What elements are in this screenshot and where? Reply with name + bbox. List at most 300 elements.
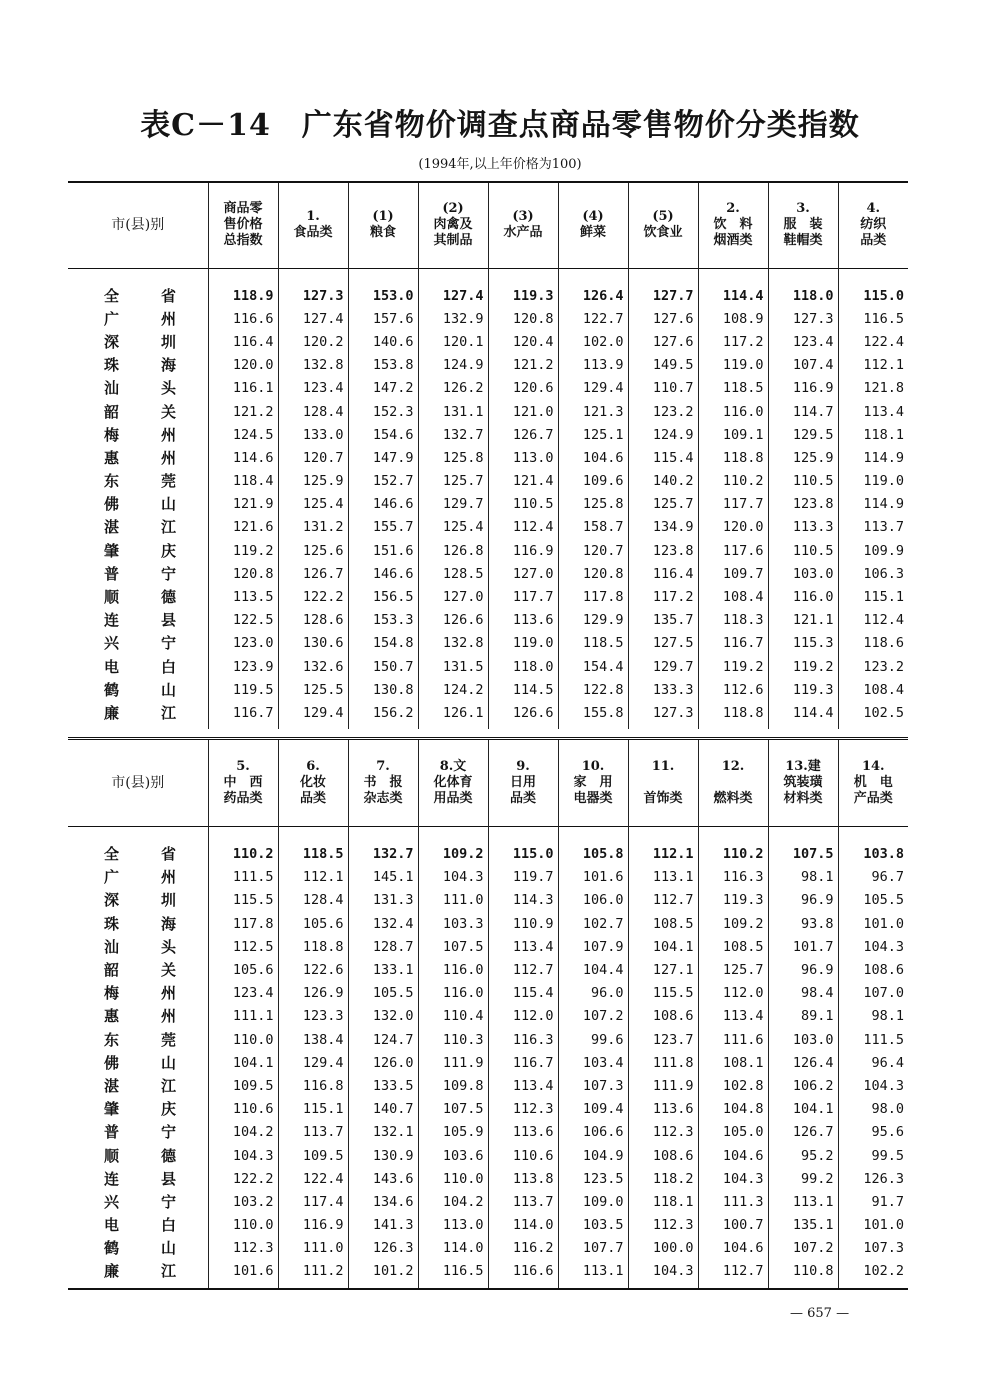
table-row	[68, 516, 908, 539]
column-header	[208, 182, 278, 268]
value-cell: 129.4	[278, 702, 348, 729]
region-column-header: 市(县)别	[111, 775, 165, 791]
value-cell: 123.9	[208, 656, 278, 679]
region-cell	[68, 866, 208, 889]
value-cell: 129.4	[278, 1052, 348, 1075]
region-cell	[68, 1260, 208, 1288]
price-index-table-1	[68, 181, 908, 729]
column-header-line: 14.	[861, 759, 885, 774]
region-char: 省	[160, 845, 176, 864]
value-cell: 107.0	[838, 982, 908, 1005]
region-char: 莞	[160, 1030, 176, 1049]
value-cell: 145.1	[348, 866, 418, 889]
value-cell: 115.5	[628, 982, 698, 1005]
value-cell: 118.6	[838, 632, 908, 655]
value-cell: 125.7	[628, 493, 698, 516]
value-cell: 127.6	[628, 331, 698, 354]
value-cell: 111.0	[278, 1237, 348, 1260]
value-cell: 111.9	[418, 1052, 488, 1075]
value-cell: 111.1	[208, 1005, 278, 1028]
column-header-line: 机 电	[853, 775, 893, 790]
value-cell: 129.5	[768, 424, 838, 447]
table-row	[68, 1098, 908, 1121]
value-cell: 123.5	[558, 1168, 628, 1191]
value-cell: 128.7	[348, 936, 418, 959]
value-cell: 119.3	[488, 268, 558, 308]
value-cell: 109.6	[558, 470, 628, 493]
region-char: 庆	[160, 1100, 176, 1119]
value-cell: 113.6	[488, 1121, 558, 1144]
value-cell: 104.3	[208, 1144, 278, 1167]
value-cell: 154.4	[558, 656, 628, 679]
value-cell: 134.6	[348, 1191, 418, 1214]
value-cell: 118.5	[558, 632, 628, 655]
region-char: 关	[160, 402, 176, 421]
table-row	[68, 586, 908, 609]
region-cell	[68, 354, 208, 377]
value-cell: 118.8	[698, 702, 768, 729]
value-cell: 155.7	[348, 516, 418, 539]
value-cell: 116.6	[208, 308, 278, 331]
value-cell: 125.4	[278, 493, 348, 516]
table-row	[68, 1121, 908, 1144]
value-cell: 116.4	[208, 331, 278, 354]
value-cell: 124.2	[418, 679, 488, 702]
table-row	[68, 656, 908, 679]
value-cell: 153.8	[348, 354, 418, 377]
value-cell: 123.8	[628, 540, 698, 563]
value-cell: 113.7	[838, 516, 908, 539]
value-cell: 112.0	[488, 1005, 558, 1028]
table-row	[68, 936, 908, 959]
value-cell: 128.6	[278, 609, 348, 632]
column-header	[838, 739, 908, 827]
value-cell: 111.2	[278, 1260, 348, 1288]
table-body	[68, 827, 908, 1289]
value-cell: 117.6	[698, 540, 768, 563]
value-cell: 125.9	[278, 470, 348, 493]
region-char: 州	[160, 1007, 176, 1026]
table-row	[68, 400, 908, 423]
value-cell: 112.7	[488, 959, 558, 982]
value-cell: 120.8	[558, 563, 628, 586]
column-header-line: 12.	[721, 759, 745, 774]
value-cell: 121.9	[208, 493, 278, 516]
table-row	[68, 470, 908, 493]
value-cell: 106.6	[558, 1121, 628, 1144]
value-cell: 140.6	[348, 331, 418, 354]
value-cell: 123.0	[208, 632, 278, 655]
column-header-line: 8.文	[439, 759, 467, 774]
value-cell: 111.3	[698, 1191, 768, 1214]
value-cell: 113.6	[488, 609, 558, 632]
value-cell: 155.8	[558, 702, 628, 729]
region-char: 廉	[104, 1262, 120, 1281]
region-char: 山	[160, 1053, 176, 1072]
value-cell: 116.4	[628, 563, 698, 586]
region-cell	[68, 913, 208, 936]
table-row	[68, 493, 908, 516]
value-cell: 110.6	[488, 1144, 558, 1167]
value-cell: 125.1	[558, 424, 628, 447]
value-cell: 102.2	[838, 1260, 908, 1288]
region-char: 肇	[104, 1100, 120, 1119]
value-cell: 120.8	[488, 308, 558, 331]
region-char: 韶	[104, 961, 120, 980]
column-header-line: 纺织	[860, 217, 887, 233]
region-cell	[68, 1098, 208, 1121]
region-char: 县	[160, 611, 176, 630]
value-cell: 115.0	[838, 268, 908, 308]
value-cell: 110.4	[418, 1005, 488, 1028]
value-cell: 120.7	[558, 540, 628, 563]
value-cell: 117.2	[628, 586, 698, 609]
value-cell: 113.4	[698, 1005, 768, 1028]
value-cell: 121.1	[768, 609, 838, 632]
region-char: 宁	[160, 1192, 176, 1211]
value-cell: 110.3	[418, 1029, 488, 1052]
value-cell: 108.4	[698, 586, 768, 609]
value-cell: 127.0	[488, 563, 558, 586]
region-cell	[68, 982, 208, 1005]
value-cell: 109.2	[698, 913, 768, 936]
value-cell: 118.4	[208, 470, 278, 493]
table-row	[68, 268, 908, 308]
table-row	[68, 1214, 908, 1237]
column-header-line: (3)	[512, 209, 534, 225]
table-row	[68, 827, 908, 867]
table-row	[68, 1237, 908, 1260]
value-cell: 118.5	[698, 377, 768, 400]
value-cell: 110.2	[698, 470, 768, 493]
value-cell: 107.7	[558, 1237, 628, 1260]
region-cell	[68, 540, 208, 563]
value-cell: 121.2	[488, 354, 558, 377]
region-cell	[68, 447, 208, 470]
value-cell: 103.5	[558, 1214, 628, 1237]
value-cell: 120.8	[208, 563, 278, 586]
value-cell: 120.0	[698, 516, 768, 539]
value-cell: 135.7	[628, 609, 698, 632]
value-cell: 119.5	[208, 679, 278, 702]
value-cell: 114.6	[208, 447, 278, 470]
region-char: 珠	[104, 914, 120, 933]
column-header	[558, 182, 628, 268]
region-char: 圳	[160, 332, 176, 351]
region-char: 圳	[160, 891, 176, 910]
value-cell: 121.8	[838, 377, 908, 400]
column-header-line: 服 装	[783, 217, 823, 233]
value-cell: 107.5	[418, 1098, 488, 1121]
value-cell: 129.7	[628, 656, 698, 679]
column-header-line: 日用	[509, 775, 536, 790]
value-cell: 132.8	[418, 632, 488, 655]
value-cell: 119.2	[698, 656, 768, 679]
column-header-line: 13.建	[785, 759, 821, 774]
column-header	[488, 182, 558, 268]
column-header-line: 化体育	[433, 775, 473, 790]
value-cell: 112.1	[278, 866, 348, 889]
value-cell: 107.2	[768, 1237, 838, 1260]
value-cell: 109.9	[838, 540, 908, 563]
region-char: 江	[160, 1076, 176, 1095]
value-cell: 147.2	[348, 377, 418, 400]
value-cell: 118.1	[628, 1191, 698, 1214]
column-header-line: 品类	[860, 233, 887, 249]
value-cell: 111.5	[838, 1029, 908, 1052]
value-cell: 103.8	[838, 827, 908, 867]
region-char: 普	[104, 1123, 120, 1142]
value-cell: 109.0	[558, 1191, 628, 1214]
value-cell: 116.5	[418, 1260, 488, 1288]
region-char: 州	[160, 425, 176, 444]
value-cell: 133.1	[348, 959, 418, 982]
column-header-line: 杂志类	[363, 791, 403, 806]
value-cell: 101.6	[208, 1260, 278, 1288]
value-cell: 95.2	[768, 1144, 838, 1167]
value-cell: 112.4	[838, 609, 908, 632]
value-cell: 104.4	[558, 959, 628, 982]
value-cell: 119.7	[488, 866, 558, 889]
value-cell: 119.0	[488, 632, 558, 655]
value-cell: 104.2	[418, 1191, 488, 1214]
value-cell: 147.9	[348, 447, 418, 470]
value-cell: 107.9	[558, 936, 628, 959]
value-cell: 113.0	[488, 447, 558, 470]
region-cell	[68, 889, 208, 912]
region-char: 佛	[104, 1053, 120, 1072]
table-row	[68, 889, 908, 912]
value-cell: 120.4	[488, 331, 558, 354]
column-header	[628, 739, 698, 827]
value-cell: 104.6	[698, 1144, 768, 1167]
region-char: 山	[160, 680, 176, 699]
value-cell: 104.3	[838, 936, 908, 959]
value-cell: 130.9	[348, 1144, 418, 1167]
value-cell: 103.0	[768, 563, 838, 586]
value-cell: 117.8	[558, 586, 628, 609]
column-header-line: 食品类	[293, 225, 333, 241]
region-char: 梅	[104, 425, 120, 444]
value-cell: 126.9	[278, 982, 348, 1005]
table-header	[68, 182, 908, 268]
value-cell: 116.0	[768, 586, 838, 609]
column-header-line	[629, 775, 698, 791]
value-cell: 132.7	[418, 424, 488, 447]
value-cell: 116.0	[418, 982, 488, 1005]
region-char: 州	[160, 448, 176, 467]
value-cell: 110.7	[628, 377, 698, 400]
value-cell: 109.7	[698, 563, 768, 586]
value-cell: 118.3	[698, 609, 768, 632]
value-cell: 104.3	[418, 866, 488, 889]
value-cell: 116.8	[278, 1075, 348, 1098]
value-cell: 126.7	[768, 1121, 838, 1144]
region-char: 德	[160, 588, 176, 607]
value-cell: 156.5	[348, 586, 418, 609]
value-cell: 110.8	[768, 1260, 838, 1288]
table-row	[68, 1005, 908, 1028]
region-char: 梅	[104, 984, 120, 1003]
region-char: 兴	[104, 1192, 120, 1211]
value-cell: 127.3	[768, 308, 838, 331]
value-cell: 115.0	[488, 827, 558, 867]
value-cell: 118.2	[628, 1168, 698, 1191]
value-cell: 125.5	[278, 679, 348, 702]
value-cell: 132.8	[278, 354, 348, 377]
column-header	[348, 739, 418, 827]
value-cell: 122.2	[208, 1168, 278, 1191]
region-cell	[68, 377, 208, 400]
value-cell: 108.5	[698, 936, 768, 959]
value-cell: 116.9	[488, 540, 558, 563]
region-cell	[68, 632, 208, 655]
value-cell: 104.1	[628, 936, 698, 959]
value-cell: 101.6	[558, 866, 628, 889]
value-cell: 154.8	[348, 632, 418, 655]
value-cell: 120.6	[488, 377, 558, 400]
value-cell: 124.9	[418, 354, 488, 377]
column-header	[628, 182, 698, 268]
value-cell: 114.9	[838, 447, 908, 470]
value-cell: 129.7	[418, 493, 488, 516]
column-header-line: 肉禽及	[433, 217, 473, 233]
value-cell: 112.1	[838, 354, 908, 377]
region-char: 庆	[160, 541, 176, 560]
column-header-line: 鞋帽类	[783, 233, 823, 249]
column-header-line: (1)	[372, 209, 394, 225]
value-cell: 116.0	[418, 959, 488, 982]
value-cell: 126.0	[348, 1052, 418, 1075]
value-cell: 104.6	[698, 1237, 768, 1260]
value-cell: 104.1	[208, 1052, 278, 1075]
region-char: 全	[104, 845, 120, 864]
table-row	[68, 447, 908, 470]
value-cell: 116.7	[698, 632, 768, 655]
value-cell: 121.3	[558, 400, 628, 423]
value-cell: 114.4	[768, 702, 838, 729]
region-char: 湛	[104, 518, 120, 537]
column-header	[418, 182, 488, 268]
region-char: 湛	[104, 1076, 120, 1095]
value-cell: 120.1	[418, 331, 488, 354]
value-cell: 134.9	[628, 516, 698, 539]
column-header	[418, 739, 488, 827]
value-cell: 107.4	[768, 354, 838, 377]
value-cell: 112.0	[698, 982, 768, 1005]
value-cell: 116.7	[208, 702, 278, 729]
value-cell: 127.4	[278, 308, 348, 331]
value-cell: 104.3	[698, 1168, 768, 1191]
region-char: 州	[160, 984, 176, 1003]
value-cell: 107.2	[558, 1005, 628, 1028]
value-cell: 153.0	[348, 268, 418, 308]
value-cell: 132.9	[418, 308, 488, 331]
column-header	[698, 739, 768, 827]
value-cell: 157.6	[348, 308, 418, 331]
value-cell: 126.8	[418, 540, 488, 563]
table-row	[68, 540, 908, 563]
value-cell: 105.5	[838, 889, 908, 912]
region-cell	[68, 656, 208, 679]
table-row	[68, 1029, 908, 1052]
value-cell: 126.6	[418, 609, 488, 632]
value-cell: 117.4	[278, 1191, 348, 1214]
value-cell: 108.6	[628, 1144, 698, 1167]
region-char: 电	[104, 1216, 120, 1235]
table-row	[68, 679, 908, 702]
region-char: 州	[160, 868, 176, 887]
column-header-line: 烟酒类	[713, 233, 753, 249]
column-header	[698, 182, 768, 268]
value-cell: 93.8	[768, 913, 838, 936]
value-cell: 112.7	[698, 1260, 768, 1288]
region-char: 鹤	[104, 1239, 120, 1258]
value-cell: 127.3	[278, 268, 348, 308]
value-cell: 127.7	[628, 268, 698, 308]
value-cell: 117.7	[698, 493, 768, 516]
value-cell: 103.6	[418, 1144, 488, 1167]
value-cell: 113.1	[558, 1260, 628, 1288]
value-cell: 113.4	[488, 936, 558, 959]
value-cell: 112.7	[628, 889, 698, 912]
value-cell: 123.2	[838, 656, 908, 679]
region-char: 宁	[160, 634, 176, 653]
value-cell: 124.7	[348, 1029, 418, 1052]
value-cell: 110.5	[768, 540, 838, 563]
value-cell: 114.4	[698, 268, 768, 308]
value-cell: 116.5	[838, 308, 908, 331]
column-header	[768, 182, 838, 268]
value-cell: 112.3	[628, 1214, 698, 1237]
region-char: 韶	[104, 402, 120, 421]
value-cell: 114.5	[488, 679, 558, 702]
column-header-line: 产品类	[853, 791, 893, 806]
table-body	[68, 268, 908, 729]
value-cell: 100.7	[698, 1214, 768, 1237]
value-cell: 127.6	[628, 308, 698, 331]
value-cell: 111.9	[628, 1075, 698, 1098]
value-cell: 154.6	[348, 424, 418, 447]
region-char: 白	[160, 657, 176, 676]
value-cell: 108.4	[838, 679, 908, 702]
column-header-line: 家 用	[573, 775, 613, 790]
value-cell: 131.3	[348, 889, 418, 912]
value-cell: 125.7	[698, 959, 768, 982]
column-header	[278, 739, 348, 827]
value-cell: 110.0	[208, 1029, 278, 1052]
value-cell: 98.1	[768, 866, 838, 889]
region-char: 宁	[160, 564, 176, 583]
column-header-line: 首饰类	[643, 791, 683, 806]
column-header-line: 品类	[509, 791, 536, 806]
value-cell: 114.9	[838, 493, 908, 516]
value-cell: 116.3	[488, 1029, 558, 1052]
page-subtitle: (1994年,以上年价格为100)	[418, 157, 582, 172]
value-cell: 146.6	[348, 493, 418, 516]
value-cell: 120.7	[278, 447, 348, 470]
value-cell: 104.9	[558, 1144, 628, 1167]
value-cell: 131.5	[418, 656, 488, 679]
value-cell: 118.9	[208, 268, 278, 308]
column-header-line: 5.	[236, 759, 250, 774]
value-cell: 105.6	[278, 913, 348, 936]
value-cell: 122.8	[558, 679, 628, 702]
value-cell: 109.2	[418, 827, 488, 867]
table-row	[68, 959, 908, 982]
region-char: 县	[160, 1169, 176, 1188]
value-cell: 107.5	[418, 936, 488, 959]
